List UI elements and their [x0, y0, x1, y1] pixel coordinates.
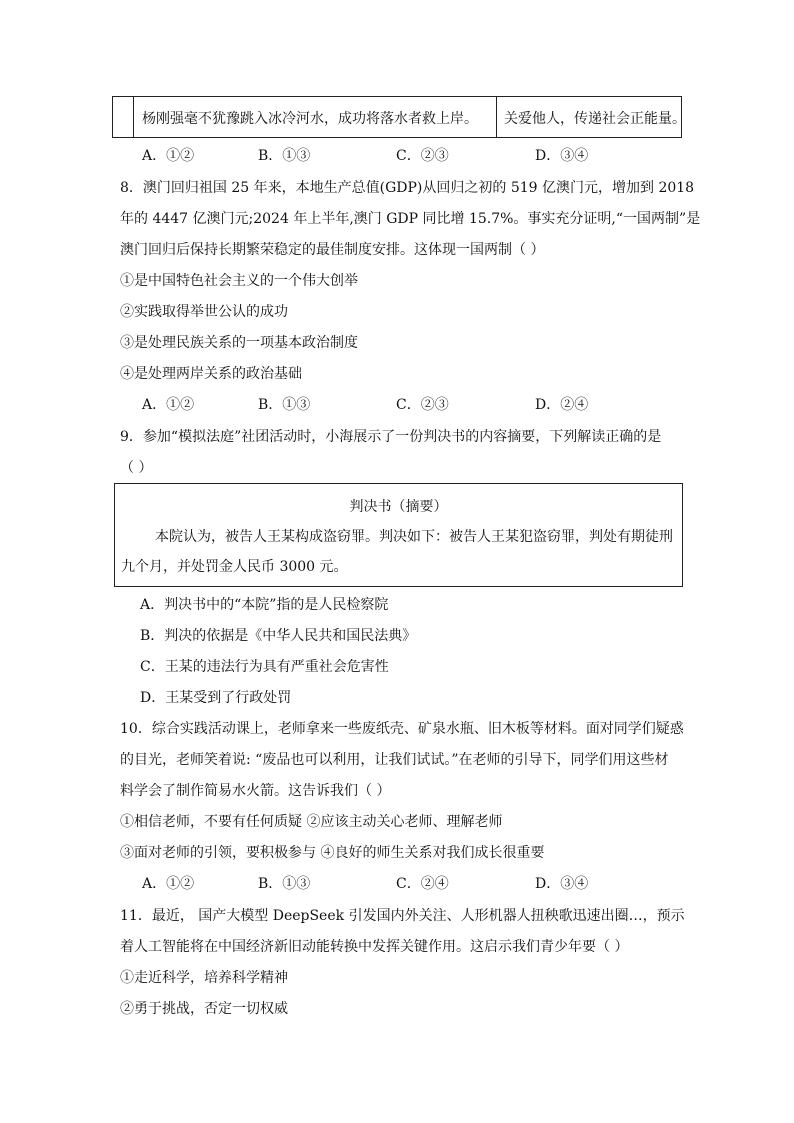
- q10-item-row-2: ③面对老师的引领，要积极参与 ④良好的师生关系对我们成长很重要: [120, 845, 545, 861]
- q8-item-3: ③是处理民族关系的一项基本政治制度: [120, 335, 358, 351]
- q8-item-2: ②实践取得举世公认的成功: [120, 304, 288, 320]
- q7-option-b[interactable]: B．①③: [258, 148, 311, 164]
- q8-item-1: ①是中国特色社会主义的一个伟大创举: [120, 273, 358, 289]
- q9-stem-line-2: （ ）: [120, 460, 153, 476]
- table-event-cell: [134, 97, 497, 137]
- table-meaning-text: 关爱他人，传递社会正能量。: [504, 111, 686, 127]
- q10-stem-line-2: 的目光，老师笑着说: “废品也可以利用，让我们试试。”在老师的引导下，同学们用这些材: [120, 752, 669, 768]
- q10-item-row-1: ①相信老师，不要有任何质疑 ②应该主动关心老师、理解老师: [120, 814, 503, 830]
- q8-item-4: ④是处理两岸关系的政治基础: [120, 366, 302, 382]
- q9-option-c[interactable]: C．王某的违法行为具有严重社会危害性: [140, 659, 389, 675]
- q7-option-a[interactable]: A．①②: [142, 148, 195, 164]
- q11-item-1: ①走近科学，培养科学精神: [120, 970, 288, 986]
- q8-stem-line-1: 8．澳门回归祖国 25 年来，本地生产总值(GDP)从回归之初的 519 亿澳门元，增加到 2018: [120, 180, 695, 196]
- q10-option-b[interactable]: B．①③: [258, 876, 311, 892]
- q10-stem-line-1: 10．综合实践活动课上，老师拿来一些废纸壳、矿泉水瓶、旧木板等材料。面对同学们疑惑: [120, 721, 684, 737]
- q11-stem-line-2: 着人工智能将在中国经济新旧动能转换中发挥关键作用。这启示我们青少年要（ ）: [120, 939, 629, 955]
- verdict-text-line-2: 九个月，并处罚金人民币 3000 元。: [121, 559, 348, 575]
- q8-option-b[interactable]: B．①③: [258, 397, 311, 413]
- q8-stem-line-3: 澳门回归后保持长期繁荣稳定的最佳制度安排。这体现一国两制（ ）: [120, 242, 545, 258]
- q10-option-c[interactable]: C．②④: [396, 876, 449, 892]
- q10-stem-line-3: 料学会了制作简易水火箭。这告诉我们（ ）: [120, 783, 391, 799]
- q10-option-a[interactable]: A．①②: [142, 876, 195, 892]
- q9-stem-line-1: 9．参加“模拟法庭”社团活动时，小海展示了一份判决书的内容摘要，下列解读正确的是: [120, 429, 662, 445]
- table-event-text: 杨刚强毫不犹豫跳入冰冷河水，成功将落水者救上岸。: [142, 111, 478, 127]
- verdict-box: [114, 483, 683, 587]
- q8-option-c[interactable]: C．②③: [396, 397, 449, 413]
- q11-item-2: ②勇于挑战，否定一切权威: [120, 1001, 288, 1017]
- q7-option-d[interactable]: D．③④: [535, 148, 589, 164]
- q9-option-a[interactable]: A．判决书中的“本院”指的是人民检察院: [140, 597, 389, 613]
- q8-stem-line-2: 年的 4447 亿澳门元;2024 年上半年,澳门 GDP 同比增 15.7%。事实充分证明,“一国两制”是: [120, 211, 701, 227]
- table-stub-cell: [113, 97, 134, 137]
- verdict-text-line-1: 本院认为，被告人王某构成盗窃罪。判决如下：被告人王某犯盗窃罪，判处有期徒刑: [155, 529, 673, 545]
- q8-option-d[interactable]: D．②④: [535, 397, 589, 413]
- q8-option-a[interactable]: A．①②: [142, 397, 195, 413]
- q9-option-d[interactable]: D．王某受到了行政处罚: [140, 690, 292, 706]
- q10-option-d[interactable]: D．③④: [535, 876, 589, 892]
- q11-stem-line-1: 11．最近， 国产大模型 DeepSeek 引发国内外关注、人形机器人扭秧歌迅速出圈…，预示: [120, 908, 685, 924]
- q9-option-b[interactable]: B．判决的依据是《中华人民共和国民法典》: [140, 628, 417, 644]
- answer-table-row: [112, 96, 686, 138]
- q7-option-c[interactable]: C．②③: [396, 148, 449, 164]
- verdict-title: 判决书（摘要）: [349, 499, 448, 515]
